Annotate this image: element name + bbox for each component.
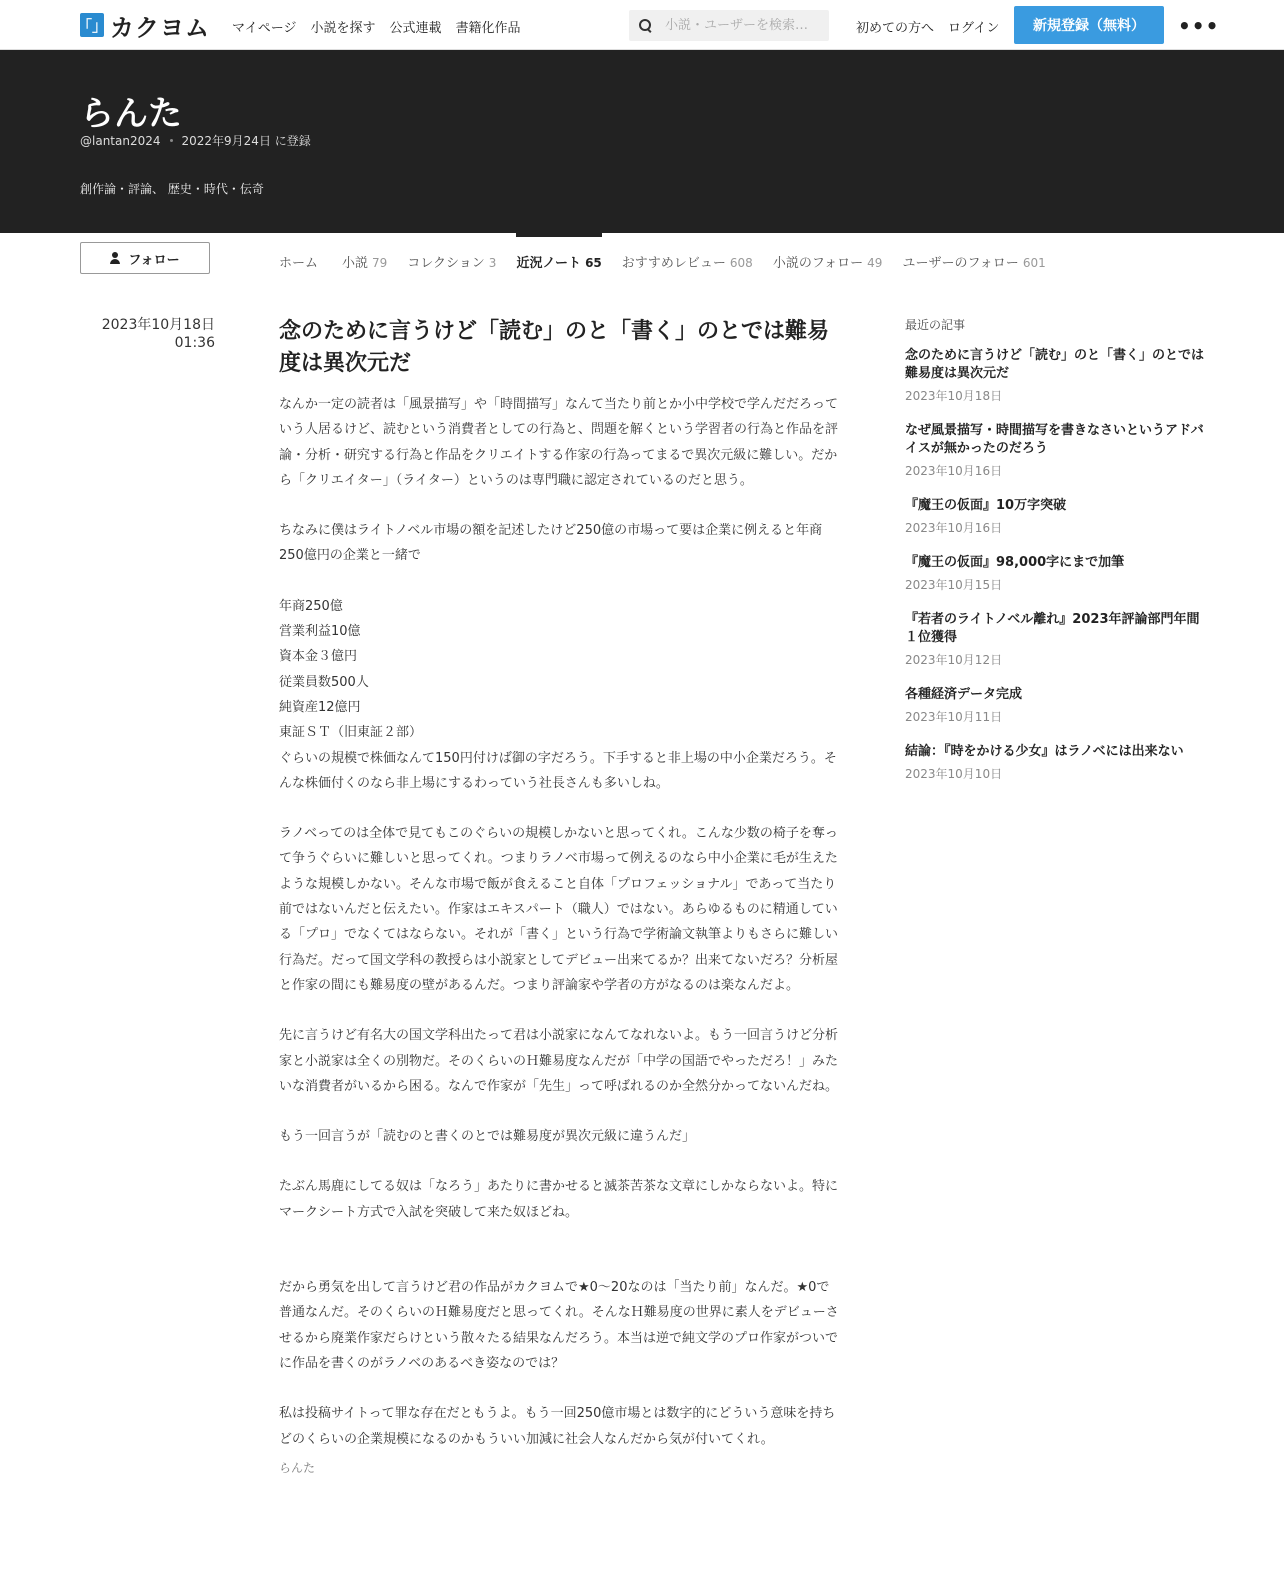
article-paragraph: だから勇気を出して言うけど君の作品がカクヨムで★0〜20なのは「当たり前」なんだ。★0で普通なんだ。そのくらいのＨ難易度だと思ってくれ。そんなＨ難易度の世界に素人をデビューさせるから廃業作家だらけという散々たる結果なんだろう。本当は逆で純文学のプロ作家がついでに作品を書くのがラノベのあるべき姿なのでは？ bbox=[279, 1280, 839, 1371]
logo-text: カクヨム bbox=[110, 13, 210, 42]
tab-home[interactable] bbox=[279, 252, 322, 271]
tab-label: ホーム bbox=[279, 256, 319, 271]
recent-articles-sidebar bbox=[905, 316, 1205, 800]
recent-article-title[interactable]: 『若者のライトノベル離れ』2023年評論部門年間１位獲得 bbox=[905, 612, 1200, 645]
tab-novel-follows[interactable] bbox=[773, 252, 883, 271]
article-body bbox=[279, 392, 839, 1452]
recent-article-title[interactable]: 結論：『時をかける少女』はラノベには出来ない bbox=[905, 744, 1184, 759]
article-paragraph: 先に言うけど有名大の国文学科出たって君は小説家になんてなれないよ。もう一回言うけど分析家と小説家は全くの別物だ。そのくらいのＨ難易度なんだが「中学の国語でやっただろ！」みたいな消費者がいるから困る。なんで作家が「先生」って呼ばれるのか全然分かってないんだね。 bbox=[279, 1028, 839, 1094]
search-box bbox=[629, 10, 829, 41]
recent-article-item[interactable] bbox=[905, 422, 1205, 479]
sidebar-heading: 最近の記事 bbox=[905, 318, 966, 332]
article-paragraph: なんか一定の読者は「風景描写」や「時間描写」なんて当たり前とか小中学校で学んだだろっていう人居るけど、読むという消費者としての行為と、問題を解くという学習者の行為と作品を評論・分析・研究する行為と作品をクリエイトする作家の行為ってまるで異次元級に難しい。だから「クリエイター」（ライター）というのは専門職に認定されているのだと思う。 bbox=[279, 397, 839, 488]
search-input[interactable] bbox=[665, 18, 815, 33]
article-author[interactable]: らんた bbox=[279, 1460, 316, 1475]
separator-dot bbox=[170, 139, 173, 142]
tab-novels[interactable] bbox=[342, 252, 387, 271]
article-paragraph: ラノベってのは全体で見てもこのぐらいの規模しかないと思ってくれ。こんな少数の椅子を奪って争うぐらいに難しいと思ってくれ。つまりラノベ市場って例えるのなら中小企業に毛が生えたような規模しかない。そんな市場で飯が食えること自体「プロフェッショナル」であって当たり前ではないんだと伝えたい。作家はエキスパート（職人）ではない。あらゆるものに精通している「プロ」でなくてはならない。それが「書く」という行為で学術論文執筆よりもさらに難しい行為だ。だって国文学科の教授らは小説家としてデビュー出来てるか？出来てないだろ？分析屋と作家の間にも難易度の壁があるんだ。つまり評論家や学者の方がなるのは楽なんだよ。 bbox=[279, 826, 839, 993]
more-menu-icon[interactable]: ••• bbox=[1178, 14, 1220, 38]
tab-count: 65 bbox=[585, 256, 602, 270]
tab-count: 3 bbox=[488, 256, 497, 270]
tab-reviews[interactable] bbox=[622, 252, 753, 271]
tab-count: 601 bbox=[1022, 256, 1046, 270]
article-paragraph: 年商250億 営業利益10億 資本金３億円 従業員数500人 純資産12億円 東証ＳＴ（旧東証２部） ぐらいの規模で株価なんて150円付けば御の字だろう。下手すると非上場の中小企業だろう。そんな株価付くのなら非上場にするわっていう社長さんも多いしね。 bbox=[279, 598, 837, 791]
first-time-link[interactable]: 初めての方へ bbox=[856, 21, 935, 36]
tab-label: コレクション bbox=[407, 256, 485, 271]
recent-article-date: 2023年10月16日 bbox=[905, 464, 1003, 478]
profile-header bbox=[0, 50, 1284, 233]
article-paragraph: ちなみに僕はライトノベル市場の額を記述したけど250億の市場って要は企業に例えると年商250億円の企業と一緒で bbox=[279, 523, 823, 564]
user-name: らんた bbox=[80, 94, 182, 134]
signup-button[interactable]: 新規登録（無料） bbox=[1014, 6, 1164, 44]
recent-article-date: 2023年10月15日 bbox=[905, 578, 1003, 592]
article-paragraph: 私は投稿サイトって罪な存在だともうよ。もう一回250億市場とは数字的にどういう意味を持ちどのくらいの企業規模になるのかもういい加減に社会人なんだから気が付いてくれ。 bbox=[279, 1406, 836, 1447]
recent-article-title[interactable]: 念のために言うけど「読む」のと「書く」のとでは難易度は異次元だ bbox=[905, 348, 1205, 381]
follow-label: フォロー bbox=[128, 252, 180, 268]
article-datetime bbox=[80, 316, 215, 352]
recent-article-item[interactable] bbox=[905, 554, 1205, 593]
recent-article-date: 2023年10月10日 bbox=[905, 767, 1003, 781]
user-handle: @lantan2024 bbox=[80, 133, 161, 148]
search-icon[interactable] bbox=[639, 19, 653, 33]
recent-article-item[interactable] bbox=[905, 743, 1205, 782]
article-time: 01:36 bbox=[174, 335, 215, 351]
main-nav bbox=[232, 17, 521, 36]
article-paragraph: たぶん馬鹿にしてる奴は「なろう」あたりに書かせると滅茶苦茶な文章にしかならないよ。特にマークシート方式で入試を突破して来た奴ほどね。 bbox=[279, 1179, 839, 1220]
recent-article-title[interactable]: 『魔王の仮面』10万字突破 bbox=[905, 498, 1067, 513]
recent-article-item[interactable] bbox=[905, 686, 1205, 725]
article-date: 2023年10月18日 bbox=[101, 317, 215, 333]
tab-collections[interactable] bbox=[407, 252, 496, 271]
tab-count: 608 bbox=[729, 256, 753, 270]
tab-label: おすすめレビュー bbox=[621, 256, 726, 271]
tab-label: 小説 bbox=[342, 256, 369, 271]
nav-link-mypage[interactable]: マイページ bbox=[232, 21, 297, 36]
recent-article-title[interactable]: 『魔王の仮面』98,000字にまで加筆 bbox=[905, 555, 1125, 570]
recent-article-title[interactable]: 各種経済データ完成 bbox=[905, 687, 1023, 702]
article-title: 念のために言うけど「読む」のと「書く」のとでは難易度は異次元だ bbox=[279, 319, 830, 376]
user-genres: 創作論・評論、 歴史・時代・伝奇 bbox=[80, 182, 264, 196]
tab-label: ユーザーのフォロー bbox=[902, 256, 1019, 271]
login-link[interactable]: ログイン bbox=[948, 21, 1000, 36]
top-navigation-bar bbox=[0, 0, 1284, 50]
tab-user-follows[interactable] bbox=[902, 252, 1045, 271]
article bbox=[279, 316, 839, 1476]
follow-button[interactable] bbox=[80, 242, 210, 274]
tab-count: 49 bbox=[867, 256, 883, 270]
site-logo[interactable] bbox=[77, 12, 210, 42]
recent-article-date: 2023年10月11日 bbox=[905, 710, 1003, 724]
recent-articles-list bbox=[905, 347, 1205, 782]
nav-link-official-series[interactable]: 公式連載 bbox=[389, 21, 442, 36]
article-paragraph: もう一回言うが「読むのと書くのとでは難易度が異次元級に違うんだ」 bbox=[279, 1129, 696, 1145]
tab-count: 79 bbox=[372, 256, 388, 270]
recent-article-item[interactable] bbox=[905, 611, 1205, 668]
profile-tabs bbox=[279, 252, 1066, 271]
nav-link-published-works[interactable]: 書籍化作品 bbox=[455, 21, 521, 36]
logo-mark-icon: 「」 bbox=[80, 13, 104, 37]
recent-article-title[interactable]: なぜ風景描写・時間描写を書きなさいというアドバイスが無かったのだろう bbox=[905, 423, 1204, 456]
recent-article-date: 2023年10月12日 bbox=[905, 653, 1003, 667]
user-meta bbox=[80, 132, 311, 149]
nav-link-find-novels[interactable]: 小説を探す bbox=[310, 21, 376, 36]
recent-article-item[interactable] bbox=[905, 497, 1205, 536]
recent-article-date: 2023年10月18日 bbox=[905, 389, 1003, 403]
recent-article-date: 2023年10月16日 bbox=[905, 521, 1003, 535]
tab-notes[interactable] bbox=[516, 252, 601, 271]
recent-article-item[interactable] bbox=[905, 347, 1205, 404]
registration-date: 2022年9月24日 に登録 bbox=[181, 134, 311, 148]
tab-label: 小説のフォロー bbox=[772, 256, 864, 271]
tab-label: 近況ノート bbox=[516, 256, 582, 271]
user-plus-icon bbox=[110, 252, 124, 264]
